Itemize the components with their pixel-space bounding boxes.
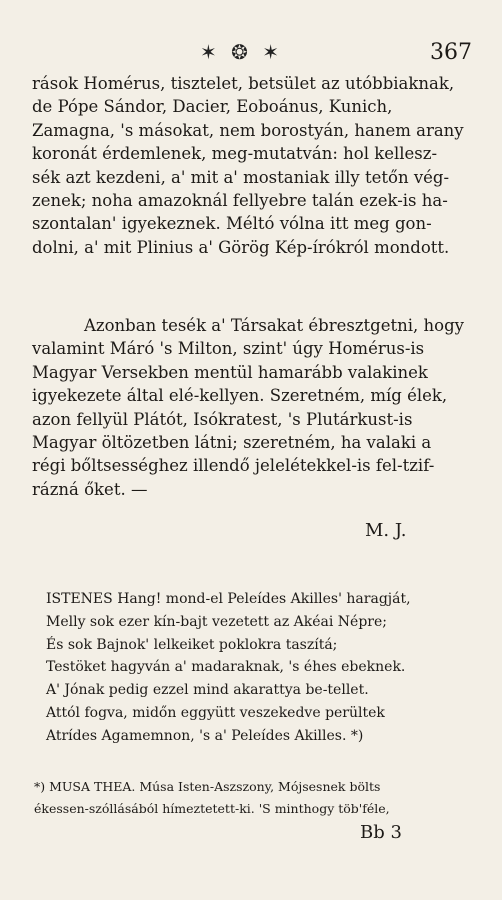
text-line: zenek; noha amazoknál fellyebre talán ezek-is ha- [32, 191, 448, 211]
verse-line: Testöket hagyván a' madaraknak, 's éhes ebeknek. [46, 659, 406, 676]
verse-line: És sok Bajnok' lelkeiket poklokra taszítá; [46, 636, 338, 653]
verse-line: ISTENES Hang! mond-el Peleídes Akilles' haragját, [46, 591, 411, 607]
verse-line: A' Jónak pedig ezzel mind akarattya be-tellet. [46, 682, 369, 699]
text-line: régi bőltsességhez illendő jelelétekkel-is fel-tzif- [32, 456, 435, 476]
footnote [34, 776, 474, 820]
text-line: Magyar Versekben mentül hamarább valakinek [32, 362, 428, 382]
text-line: rázná őket. — [32, 479, 148, 499]
author-signature: M. J. [365, 520, 407, 541]
footnote-line: ékessen-szóllásából hímeztetett-ki. 'S minthogy töb'féle, [34, 801, 390, 816]
text-line: szontalan' igyekeznek. Méltó vólna itt meg gon- [32, 214, 432, 234]
text-line: koronát érdemlenek, meg-mutatván: hol kellesz- [32, 144, 438, 164]
page-number: 367 [430, 40, 472, 65]
paragraph-1 [32, 72, 478, 259]
text-line: Magyar öltözetben látni; szeretném, ha valaki a [32, 433, 432, 453]
text-line: azon fellyül Plátót, Isókratest, 's Plutárkust-is [32, 409, 413, 429]
text-line: valamint Máró 's Milton, szint' úgy Homérus-is [32, 339, 425, 359]
text-line: Zamagna, 's másokat, nem borostyán, hanem arany [32, 120, 464, 140]
paragraph-2 [32, 314, 478, 501]
page-header [0, 38, 502, 72]
header-ornament: ✶ ❂ ✶ [200, 40, 283, 64]
text-line: igyekezete által elé-kellyen. Szeretném, míg élek, [32, 386, 448, 406]
verse-block [46, 588, 411, 748]
verse-line: Attól fogva, midőn eggyütt veszekedve perültek [46, 704, 385, 721]
text-line: sék azt kezdeni, a' mit a' mostaniak illy tetőn vég- [32, 167, 450, 187]
text-line: de Pópe Sándor, Dacier, Eoboánus, Kunich, [32, 97, 393, 117]
text-line: rások Homérus, tisztelet, betsület az utóbbiaknak, [32, 74, 455, 93]
verse-line: Atrídes Agamemnon, 's a' Peleídes Akilles. *) [46, 727, 364, 744]
signature-mark: Bb 3 [360, 822, 402, 843]
verse-line: Melly sok ezer kín-bajt vezetett az Akéai Népre; [46, 613, 387, 630]
footnote-line: *) MUSA THEA. Músa Isten-Aszszony, Mójsesnek bölts [34, 779, 381, 794]
text-line: Azonban tesék a' Társakat ébresztgetni, hogy [84, 316, 464, 335]
text-line: dolni, a' mit Plinius a' Görög Kép-írókról mondott. [32, 237, 450, 257]
